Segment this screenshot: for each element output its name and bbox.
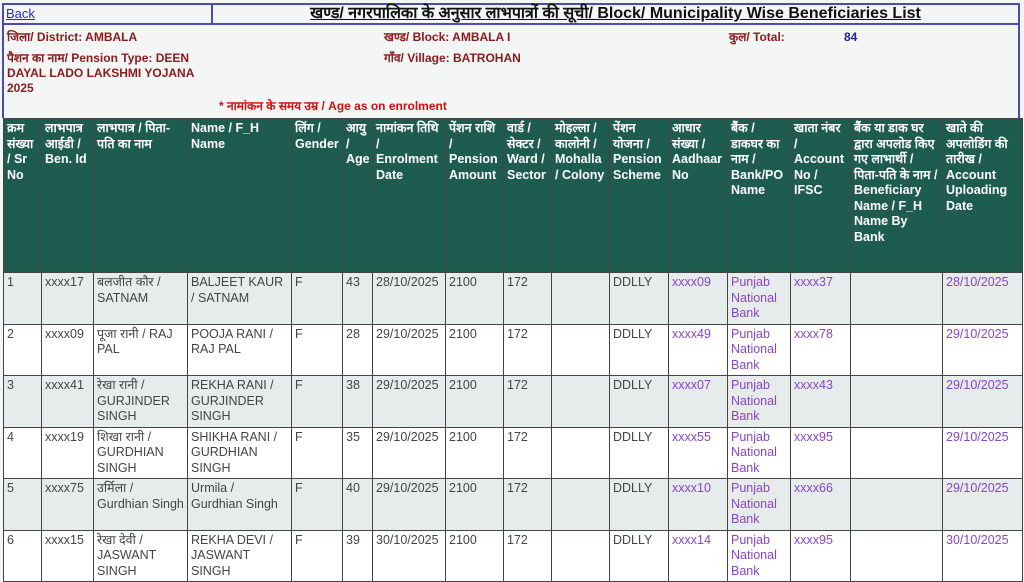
table-cell: xxxx55 [669, 427, 728, 479]
table-cell: DDLLY [610, 324, 669, 376]
table-row [4, 427, 1023, 479]
age-note: * नामांकन के समय उम्र / Age as on enrolment [219, 99, 447, 113]
table-cell [851, 479, 943, 531]
table-cell: 172 [504, 479, 552, 531]
table-cell: xxxx14 [669, 530, 728, 582]
table-cell: शिखा रानी / GURDHIAN SINGH [94, 427, 188, 479]
table-cell: 5 [4, 479, 42, 531]
total-value: 84 [844, 30, 858, 44]
table-cell: 29/10/2025 [373, 479, 446, 531]
column-header: खाते की अपलोडिंग की तारीख / Account Uploading Date [943, 119, 1023, 273]
table-cell: Punjab National Bank [728, 324, 791, 376]
table-cell: xxxx78 [791, 324, 851, 376]
table-cell: Punjab National Bank [728, 273, 791, 325]
table-cell: DDLLY [610, 376, 669, 428]
column-header: लाभपात्र आईडी / Ben. Id [42, 119, 94, 273]
table-cell: 2100 [446, 376, 504, 428]
table-cell: Urmila / Gurdhian Singh [188, 479, 292, 531]
table-cell [851, 427, 943, 479]
table-cell: 30/10/2025 [943, 530, 1023, 582]
table-cell [552, 530, 610, 582]
table-cell: 29/10/2025 [373, 427, 446, 479]
table-cell: xxxx07 [669, 376, 728, 428]
table-cell [552, 273, 610, 325]
table-cell: 2100 [446, 324, 504, 376]
column-header: मोहल्ला / कालोनी / Mohalla / Colony [552, 119, 610, 273]
column-header: लाभपात्र / पिता-पति का नाम [94, 119, 188, 273]
column-header: पेंशन राशि / Pension Amount [446, 119, 504, 273]
table-cell: 28/10/2025 [373, 273, 446, 325]
table-row [4, 479, 1023, 531]
table-cell: xxxx95 [791, 530, 851, 582]
block-label: खण्ड/ Block: AMBALA I [384, 30, 511, 44]
table-cell: 29/10/2025 [373, 376, 446, 428]
table-cell: xxxx09 [42, 324, 94, 376]
table-cell: F [292, 376, 343, 428]
table-cell: Punjab National Bank [728, 479, 791, 531]
table-cell: 2 [4, 324, 42, 376]
table-cell: xxxx43 [791, 376, 851, 428]
table-cell: F [292, 427, 343, 479]
table-cell: रेखा रानी / GURJINDER SINGH [94, 376, 188, 428]
table-cell: 43 [343, 273, 373, 325]
table-row [4, 324, 1023, 376]
back-cell [4, 5, 213, 23]
column-header: आधार संख्या / Aadhaar No [669, 119, 728, 273]
table-cell: 172 [504, 427, 552, 479]
table-row [4, 376, 1023, 428]
village-label: गाँव/ Village: BATROHAN [384, 51, 521, 65]
table-cell: xxxx49 [669, 324, 728, 376]
table-cell: DDLLY [610, 273, 669, 325]
table-cell: 1 [4, 273, 42, 325]
table-cell: 172 [504, 376, 552, 428]
table-cell: रेखा देवी / JASWANT SINGH [94, 530, 188, 582]
table-cell: 35 [343, 427, 373, 479]
table-cell: 172 [504, 324, 552, 376]
page-title [213, 5, 1018, 23]
table-cell: पूजा रानी / RAJ PAL [94, 324, 188, 376]
table-cell: 28/10/2025 [943, 273, 1023, 325]
table-cell: Punjab National Bank [728, 427, 791, 479]
table-cell: xxxx37 [791, 273, 851, 325]
table-cell: 3 [4, 376, 42, 428]
table-cell: 4 [4, 427, 42, 479]
table-cell: DDLLY [610, 479, 669, 531]
table-cell: REKHA RANI / GURJINDER SINGH [188, 376, 292, 428]
column-header: पेंशन योजना / Pension Scheme [610, 119, 669, 273]
table-cell: 2100 [446, 273, 504, 325]
table-cell: F [292, 530, 343, 582]
column-header: क्रम संख्या / Sr No [4, 119, 42, 273]
table-cell: 29/10/2025 [943, 479, 1023, 531]
table-cell: Punjab National Bank [728, 530, 791, 582]
table-cell: उर्मिला / Gurdhian Singh [94, 479, 188, 531]
table-cell: 29/10/2025 [373, 324, 446, 376]
page-title-text: खण्ड/ नगरपालिका के अनुसार लाभपात्रों की सूची/ Block/ Municipality Wise Beneficiaries List [310, 5, 921, 22]
table-cell: 172 [504, 273, 552, 325]
table-cell: xxxx19 [42, 427, 94, 479]
table-cell: F [292, 324, 343, 376]
table-cell: 6 [4, 530, 42, 582]
table-cell: SHIKHA RANI / GURDHIAN SINGH [188, 427, 292, 479]
total-label: कुल/ Total: [729, 30, 785, 44]
table-cell: Punjab National Bank [728, 376, 791, 428]
table-cell [851, 324, 943, 376]
table-cell: xxxx15 [42, 530, 94, 582]
table-cell: xxxx10 [669, 479, 728, 531]
table-cell: 2100 [446, 479, 504, 531]
table-cell: DDLLY [610, 530, 669, 582]
table-cell: 172 [504, 530, 552, 582]
table-cell: xxxx95 [791, 427, 851, 479]
table-cell [851, 273, 943, 325]
table-cell: F [292, 479, 343, 531]
table-cell: 40 [343, 479, 373, 531]
table-cell: DDLLY [610, 427, 669, 479]
table-cell: 30/10/2025 [373, 530, 446, 582]
table-body [4, 273, 1023, 582]
table-cell: POOJA RANI / RAJ PAL [188, 324, 292, 376]
beneficiaries-table [3, 118, 1023, 582]
table-cell: 2100 [446, 530, 504, 582]
table-cell [552, 427, 610, 479]
table-cell [851, 376, 943, 428]
column-header: वार्ड / सेक्टर / Ward / Sector [504, 119, 552, 273]
column-header: बैंक या डाक घर द्वारा अपलोड किए गए लाभार्थी / पिता-पति के नाम / Beneficiary Name / F_H Name By Bank [851, 119, 943, 273]
table-cell: 39 [343, 530, 373, 582]
column-header: बैंक / डाकघर का नाम / Bank/PO Name [728, 119, 791, 273]
table-row [4, 273, 1023, 325]
pension-type-label: पैशन का नाम/ Pension Type: DEEN DAYAL LADO LAKSHMI YOJANA 2025 [7, 51, 194, 95]
district-label: जिला/ District: AMBALA [7, 30, 138, 44]
table-cell: xxxx41 [42, 376, 94, 428]
table-cell: 2100 [446, 427, 504, 479]
table-header-row [4, 119, 1023, 273]
table-cell [552, 324, 610, 376]
table-cell: xxxx09 [669, 273, 728, 325]
info-panel [2, 25, 1020, 118]
column-header: लिंग / Gender [292, 119, 343, 273]
table-cell [851, 530, 943, 582]
table-cell: बलजीत कौर / SATNAM [94, 273, 188, 325]
title-bar [2, 3, 1020, 25]
table-cell [552, 376, 610, 428]
table-cell: 38 [343, 376, 373, 428]
table-cell [552, 479, 610, 531]
table-cell: xxxx66 [791, 479, 851, 531]
table-cell: BALJEET KAUR / SATNAM [188, 273, 292, 325]
table-row [4, 530, 1023, 582]
table-cell: 28 [343, 324, 373, 376]
table-cell: 29/10/2025 [943, 324, 1023, 376]
column-header: खाता नंबर / Account No / IFSC [791, 119, 851, 273]
column-header: नामांकन तिथि / Enrolment Date [373, 119, 446, 273]
table-cell: 29/10/2025 [943, 376, 1023, 428]
table-cell: xxxx75 [42, 479, 94, 531]
table-cell: 29/10/2025 [943, 427, 1023, 479]
column-header: आयु / Age [343, 119, 373, 273]
back-link[interactable]: Back [6, 6, 35, 21]
table-cell: xxxx17 [42, 273, 94, 325]
column-header: Name / F_H Name [188, 119, 292, 273]
table-cell: REKHA DEVI / JASWANT SINGH [188, 530, 292, 582]
table-cell: F [292, 273, 343, 325]
